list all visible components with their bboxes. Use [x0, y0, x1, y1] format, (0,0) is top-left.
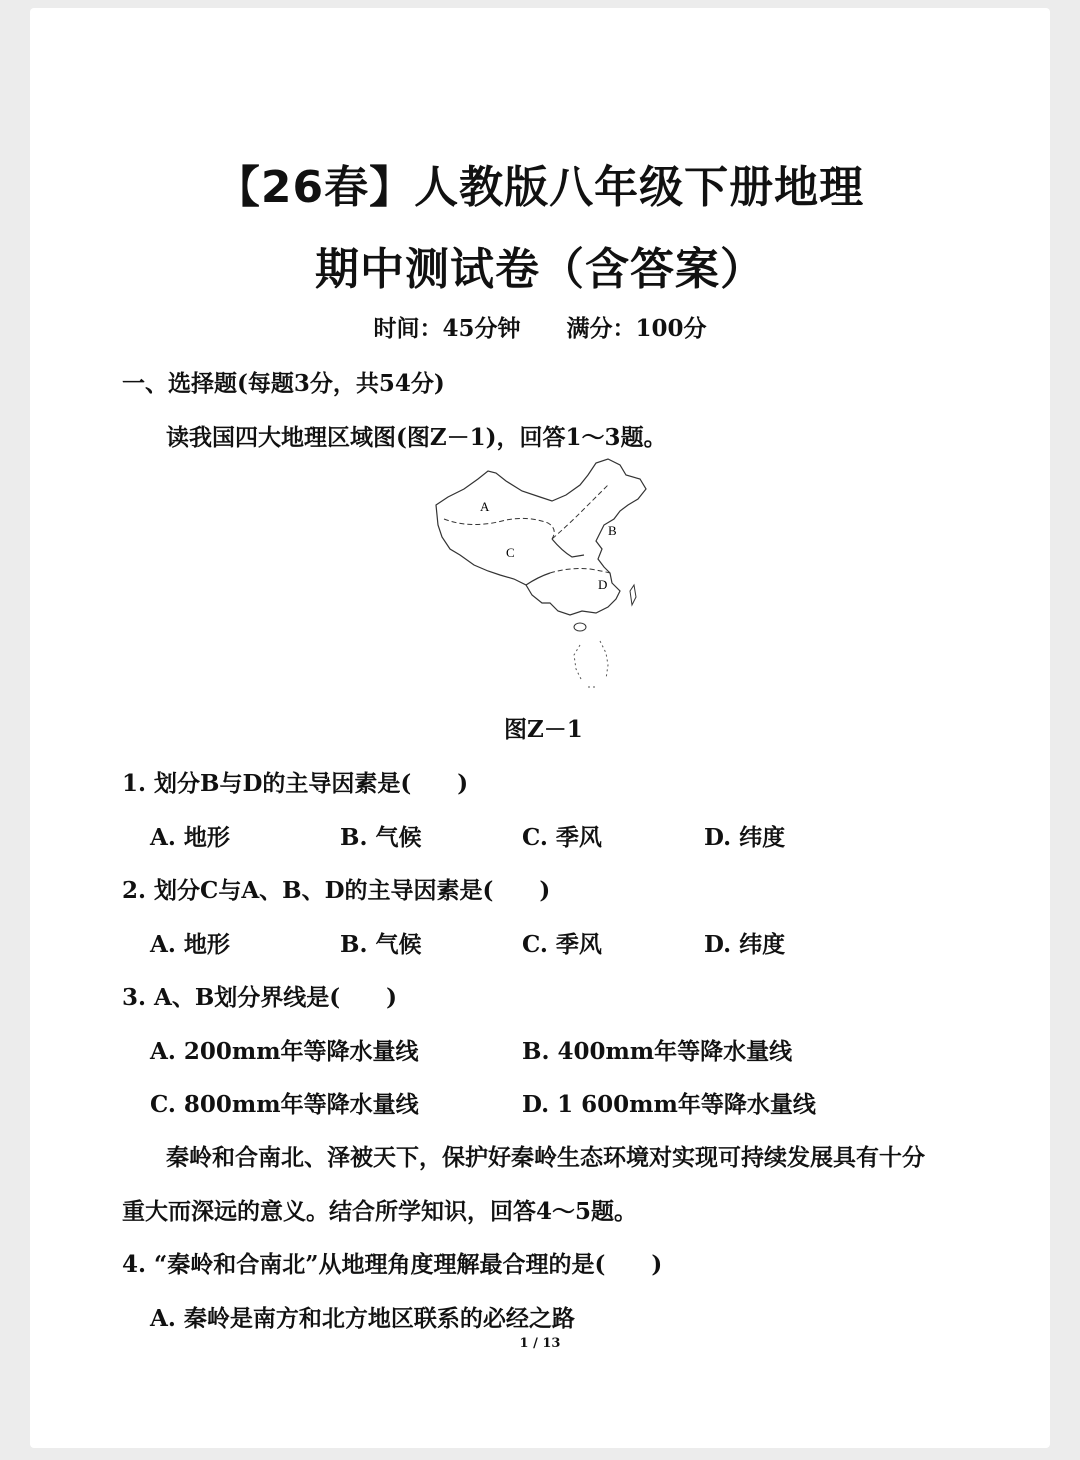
region-boundary-a-c — [444, 518, 554, 539]
region-label-b: B — [608, 523, 617, 538]
map-figure — [430, 455, 650, 695]
q3-option-c: C. 800mm年等降水量线 — [150, 1091, 419, 1118]
q4-option-a: A. 秦岭是南方和北方地区联系的必经之路 — [150, 1305, 575, 1332]
q3-option-d: D. 1 600mm年等降水量线 — [522, 1091, 816, 1118]
hainan-island — [574, 623, 586, 631]
china-regions-map — [430, 455, 650, 695]
figure-caption: 图Z－1 — [504, 716, 583, 743]
region-boundary-c-b — [552, 539, 584, 557]
q2-option-c: C. 季风 — [522, 931, 602, 958]
region-boundary-c-d — [526, 573, 550, 585]
q1-option-a: A. 地形 — [150, 824, 230, 851]
question-4: 4. “秦岭和合南北”从地理角度理解最合理的是( ) — [122, 1251, 663, 1278]
passage-line-2: 重大而深远的意义。结合所学知识，回答4～5题。 — [122, 1198, 638, 1225]
question-2: 2. 划分C与A、B、D的主导因素是( ) — [122, 877, 551, 904]
q3-option-a: A. 200mm年等降水量线 — [150, 1038, 419, 1065]
q1-option-b: B. 气候 — [340, 824, 422, 851]
question-1: 1. 划分B与D的主导因素是( ) — [122, 770, 469, 797]
exam-meta — [30, 310, 1050, 343]
q1-option-d: D. 纬度 — [704, 824, 786, 851]
question-3: 3. A、B划分界线是( ) — [122, 984, 398, 1011]
region-boundary-a-b — [552, 485, 608, 539]
exam-time: 时间：45分钟 — [373, 315, 521, 342]
q3-option-b: B. 400mm年等降水量线 — [522, 1038, 793, 1065]
region-label-c: C — [506, 545, 515, 560]
region-label-d: D — [598, 577, 608, 592]
region-label-a: A — [480, 499, 490, 514]
page-number: 1 / 13 — [519, 1336, 561, 1351]
q2-option-a: A. 地形 — [150, 931, 230, 958]
passage-line-1: 秦岭和合南北、泽被天下，保护好秦岭生态环境对实现可持续发展具有十分 — [166, 1144, 925, 1171]
q2-option-b: B. 气候 — [340, 931, 422, 958]
q1-option-c: C. 季风 — [522, 824, 602, 851]
document-page — [30, 8, 1050, 1448]
page-title: 【26春】人教版八年级下册地理 — [215, 162, 865, 213]
exam-score: 满分：100分 — [566, 315, 707, 342]
taiwan-island — [630, 585, 636, 605]
q2-option-d: D. 纬度 — [704, 931, 786, 958]
page-subtitle: 期中测试卷（含答案） — [315, 244, 765, 295]
section-heading: 一、选择题(每题3分，共54分) — [122, 370, 445, 397]
south-china-sea-islands — [574, 641, 608, 687]
region-boundary-b-d — [550, 569, 610, 574]
figure-intro: 读我国四大地理区域图(图Z－1)，回答1～3题。 — [166, 424, 667, 451]
